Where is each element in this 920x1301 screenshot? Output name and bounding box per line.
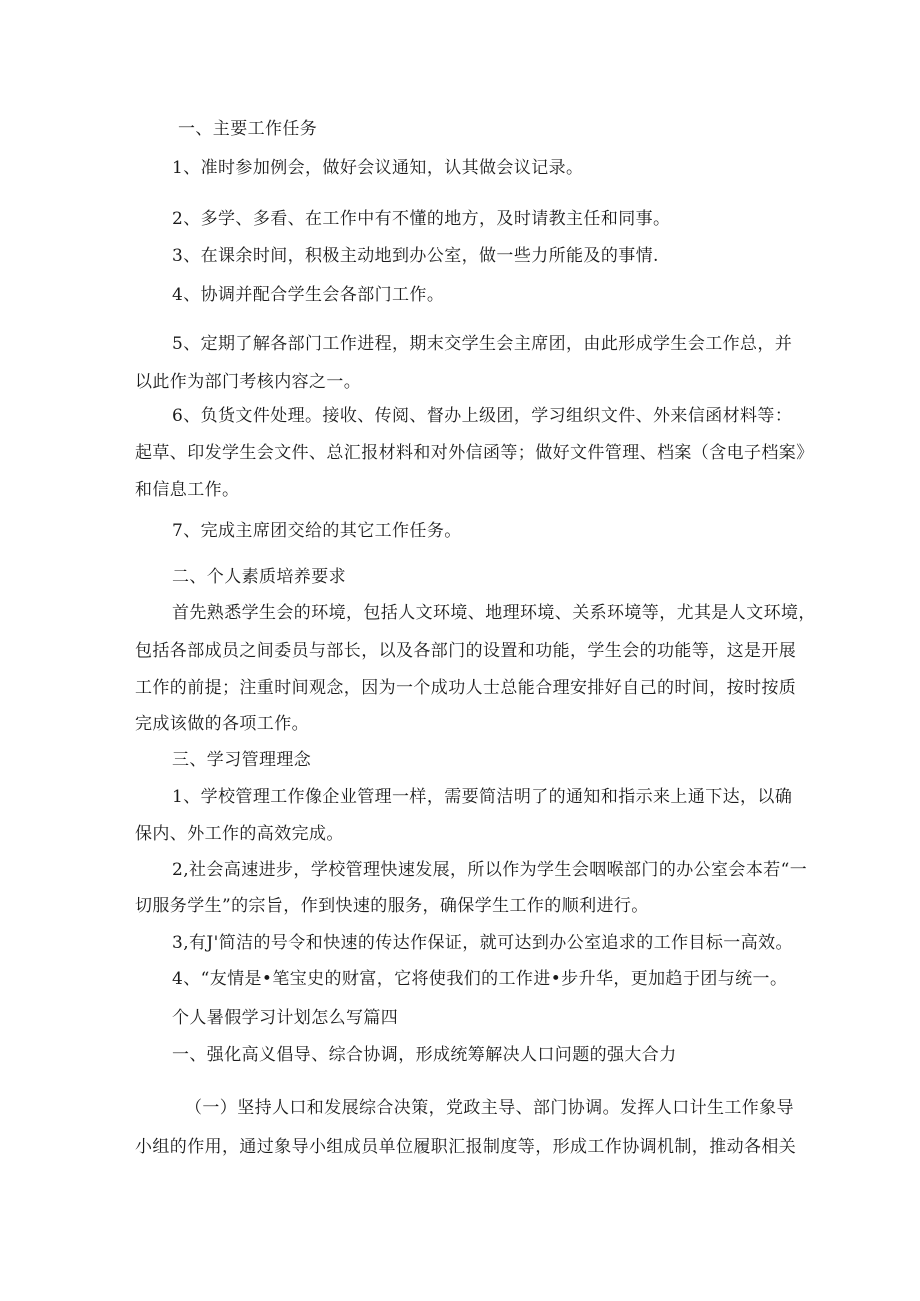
section-heading-strengthen-coordination: 一、强化高义倡导、综合协调，形成统筹解决人口问题的强大合力	[172, 1045, 677, 1065]
task-item-6-line-1: 6、负货文件处理。接收、传阅、督办上级团，学习组织文件、外来信函材料等：	[172, 406, 793, 426]
quality-paragraph-line-1: 首先熟悉学生会的环境，包括人文环境、地理环境、关系环境等，尤其是人文环境，	[172, 603, 816, 623]
section-heading-management-concept: 三、学习管理理念	[172, 750, 312, 770]
subsection-1-line-2: 小组的作用，通过象导小组成员单位履职汇报制度等，形成工作协调机制，推动各相关	[135, 1137, 797, 1157]
concept-item-4: 4、“友情是•笔宝史的财富，它将使我们的工作进•步升华，更加趋于团与统一。	[172, 969, 788, 989]
task-item-7: 7、完成主席团交给的其它工作任务。	[172, 521, 462, 541]
quality-paragraph-line-4: 完成该做的各项工作。	[135, 714, 309, 734]
task-item-4: 4、协调并配合学生会各部门工作。	[172, 285, 445, 305]
concept-item-3: 3,有J'简洁的号令和快速的传达作保证，就可达到办公室追求的工作目标一高效。	[172, 933, 793, 953]
subsection-1-line-1: （一）坚持人口和发展综合决策，党政主导、部门协调。发挥人口计生工作象导	[185, 1098, 794, 1118]
task-item-3: 3、在课余时间，积极主动地到办公室，做一些力所能及的事情.	[172, 246, 659, 266]
concept-item-1-line-2: 保内、外工作的高效完成。	[135, 824, 344, 844]
task-item-6-line-3: 和信息工作。	[135, 480, 240, 500]
quality-paragraph-line-2: 包括各部成员之间委员与部长，以及各部门的设置和功能，学生会的功能等，这是开展	[135, 641, 797, 661]
concept-item-1-line-1: 1、学校管理工作像企业管理一样，需要简洁明了的通知和指示来上通下达，以确	[172, 787, 793, 807]
task-item-1: 1、准时参加例会，做好会议通知，认其做会议记录。	[172, 158, 584, 178]
quality-paragraph-line-3: 工作的前提；注重时间观念，因为一个成功人士总能合理安排好自己的时间，按时按质	[135, 678, 797, 698]
concept-item-2-line-1: 2,社会高速进步，学校管理快速发展，所以作为学生会咽喉部门的办公室会本若“一	[172, 860, 808, 880]
task-item-6-line-2: 起草、印发学生会文件、总汇报材料和对外信函等；做好文件管理、档案（含电子档案》	[135, 443, 814, 463]
task-item-2: 2、多学、多看、在工作中有不懂的地方，及时请教主任和同事。	[172, 209, 671, 229]
task-item-5-line-2: 以此作为部门考核内容之一。	[135, 372, 362, 392]
section-heading-personal-quality: 二、个人素质培养要求	[172, 567, 346, 587]
section-heading-main-tasks: 一、主要工作任务	[178, 119, 318, 139]
task-item-5-line-1: 5、定期了解各部门工作进程，期末交学生会主席团，由此形成学生会工作总，并	[172, 334, 793, 354]
concept-item-2-line-2: 切服务学生”的宗旨，作到快速的服务，确保学生工作的顺利进行。	[135, 896, 649, 916]
chapter-title-part-four: 个人暑假学习计划怎么写篇四	[172, 1008, 399, 1028]
